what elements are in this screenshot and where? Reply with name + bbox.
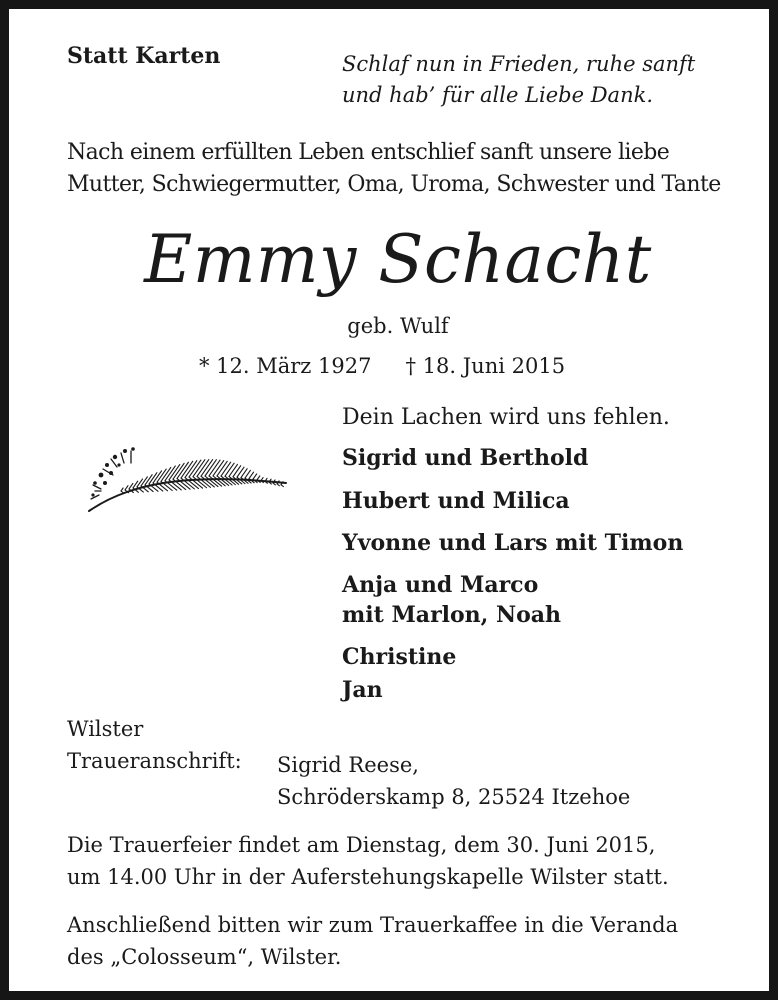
coffee-info	[67, 909, 678, 973]
intro-line: Nach einem erfüllten Leben entschlief sanft unsere liebe	[67, 140, 670, 165]
service-line: Die Trauerfeier findet am Dienstag, dem 30. Juni 2015,	[67, 833, 656, 857]
mourner-name: mit Marlon, Noah	[342, 602, 562, 628]
mourner-name: Christine	[342, 644, 457, 670]
deceased-name: Emmy Schacht	[144, 221, 652, 298]
feather-branch-icon	[81, 439, 291, 519]
service-line: um 14.00 Uhr in der Auferstehungskapelle Wilster statt.	[67, 865, 669, 889]
birth-name: geb. Wulf	[347, 314, 449, 338]
death-date: † 18. Juni 2015	[405, 354, 566, 378]
coffee-line: des „Colosseum“, Wilster.	[67, 945, 342, 969]
mourner-name: Jan	[342, 677, 383, 703]
life-dates	[199, 354, 565, 378]
motto	[342, 49, 695, 111]
place-name: Wilster	[67, 717, 144, 741]
mourner-name: Hubert und Milica	[342, 488, 570, 514]
mourner-name: Anja und Marco	[342, 572, 539, 598]
motto-line: Schlaf nun in Frieden, ruhe sanft	[342, 52, 696, 76]
mourner-name: Yvonne und Lars mit Timon	[342, 530, 684, 556]
address-label: Traueranschrift:	[67, 749, 242, 773]
mourner-quote: Dein Lachen wird uns fehlen.	[342, 405, 670, 430]
mourner-name: Sigrid und Berthold	[342, 445, 589, 471]
service-info	[67, 829, 669, 893]
address-line: Schröderskamp 8, 25524 Itzehoe	[277, 785, 631, 809]
coffee-line: Anschließend bitten wir zum Trauerkaffee in die Veranda	[67, 913, 679, 937]
intro-line: Mutter, Schwiegermutter, Oma, Uroma, Schwester und Tante	[67, 172, 721, 197]
statt-karten-label: Statt Karten	[67, 43, 221, 69]
mourning-address	[277, 749, 630, 813]
intro-text	[67, 137, 721, 201]
birth-date: * 12. März 1927	[199, 354, 372, 378]
motto-line: und hab’ für alle Liebe Dank.	[342, 83, 653, 107]
address-line: Sigrid Reese,	[277, 753, 419, 777]
